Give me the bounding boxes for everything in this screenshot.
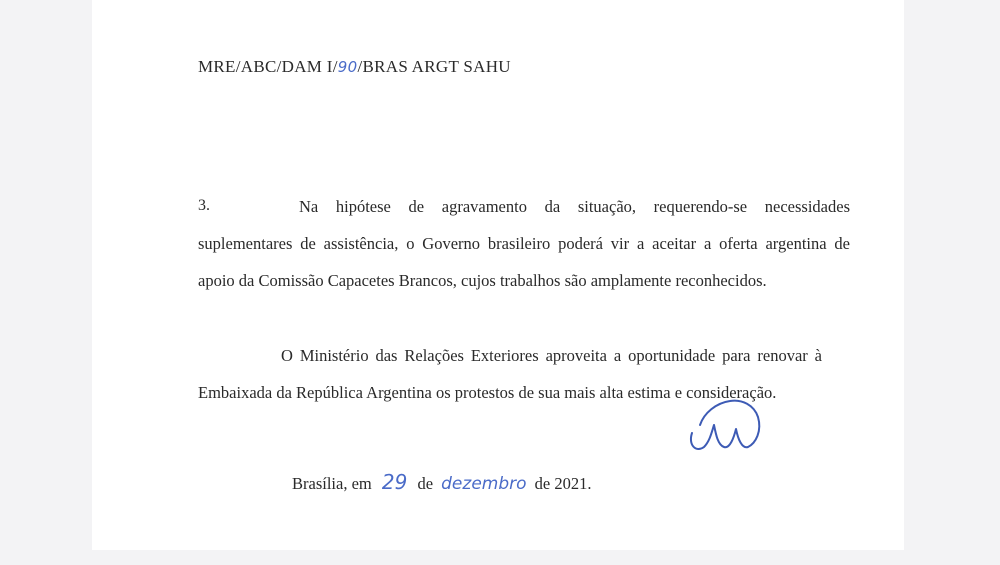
reference-handwritten-number: 90 <box>337 58 358 76</box>
closing-line: O Ministério das Relações Exteriores aproveita a oportunidade para renovar à <box>281 346 822 365</box>
date-line <box>292 470 591 494</box>
paragraph-3-line: suplementares de assistência, o Governo brasileiro poderá vir a aceitar a oferta argentina de <box>198 234 850 253</box>
closing-line: Embaixada da República Argentina os protestos de sua mais alta estima e consideração. <box>198 383 777 402</box>
date-suffix: de 2021. <box>534 474 592 493</box>
reference-prefix: MRE/ABC/DAM I/ <box>198 57 338 76</box>
handwritten-signature <box>682 395 772 460</box>
reference-suffix: /BRAS ARGT SAHU <box>357 57 511 76</box>
paragraph-3-line: Na hipótese de agravamento da situação, requerendo-se necessidades <box>299 197 850 216</box>
paragraph-number: 3. <box>198 197 210 214</box>
paragraph-3-line: apoio da Comissão Capacetes Brancos, cujos trabalhos são amplamente reconhecidos. <box>198 271 767 290</box>
date-handwritten-day: 29 <box>381 470 408 494</box>
date-handwritten-month: dezembro <box>441 474 527 494</box>
date-prefix: Brasília, em <box>292 474 372 493</box>
date-connector: de <box>417 474 434 493</box>
paragraph-3 <box>198 188 850 299</box>
document-reference <box>198 57 511 77</box>
